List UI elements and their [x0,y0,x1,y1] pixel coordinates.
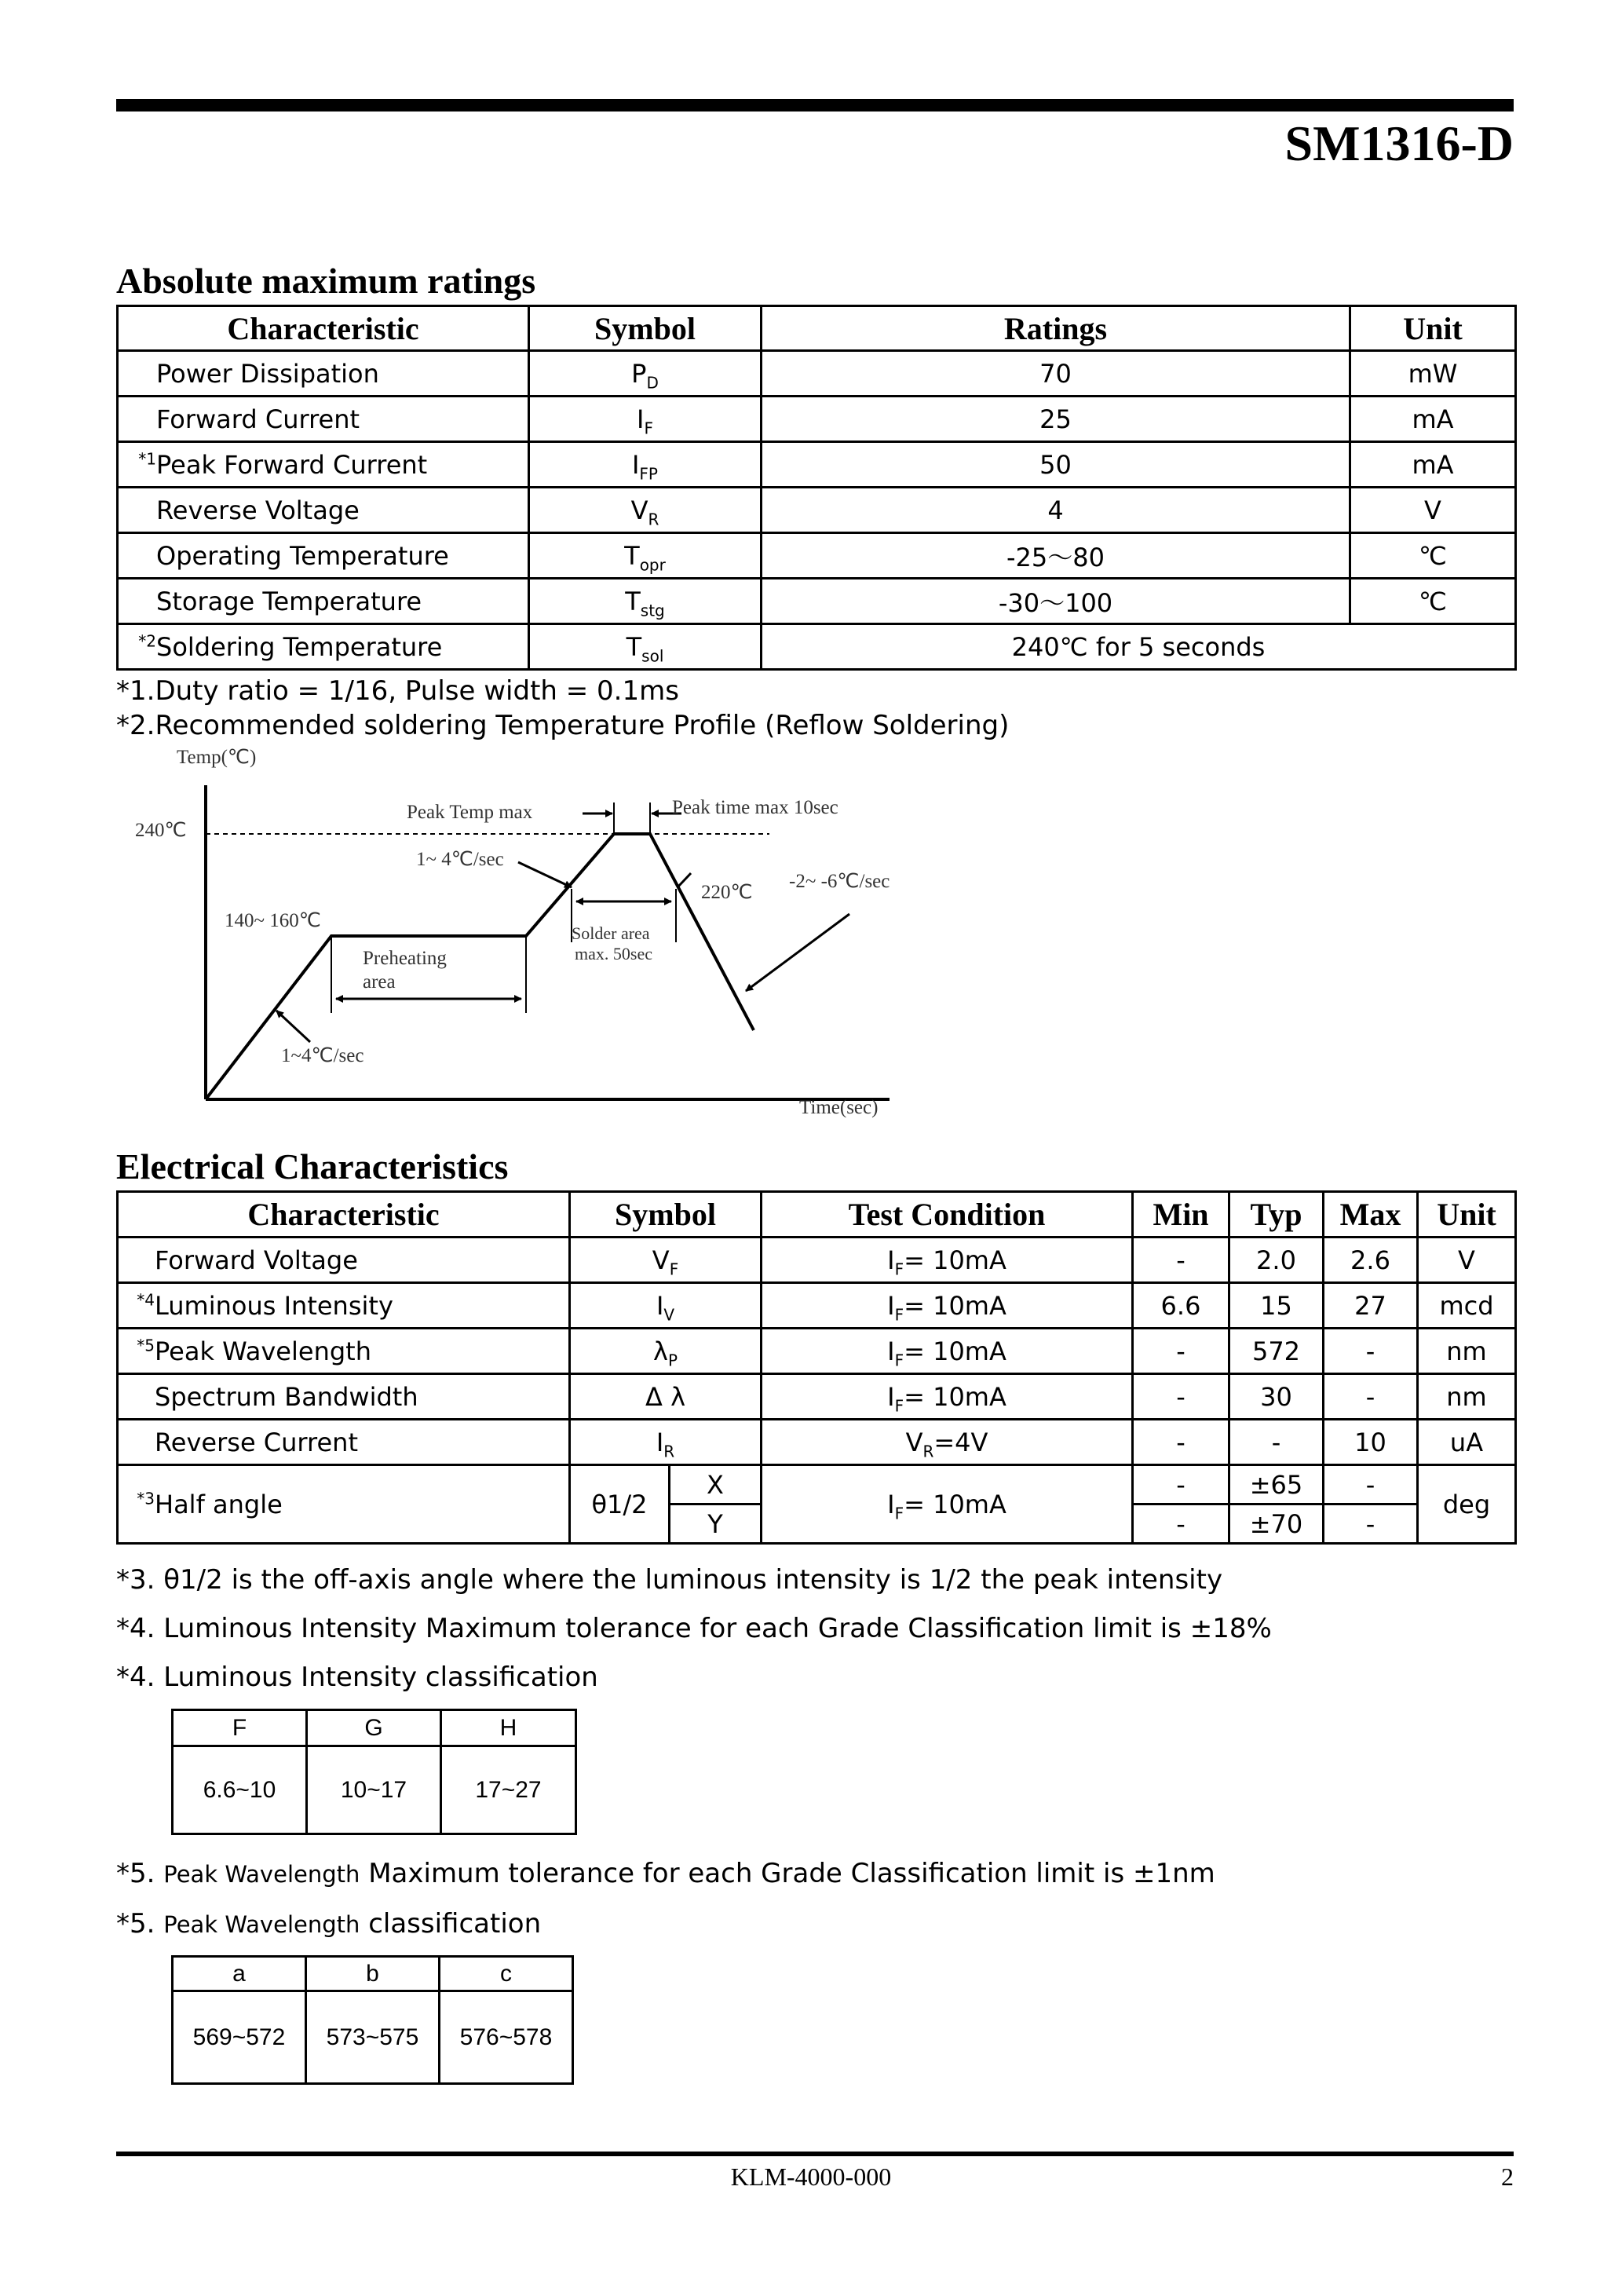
characteristic-cell: Power Dissipation [118,351,529,397]
table-row [118,1420,1516,1465]
rating-cell: -25～80 [762,533,1350,579]
label-preheat-2: area [363,971,396,993]
unit-cell: V [1418,1238,1516,1283]
rating-cell: 70 [762,351,1350,397]
note-intensity-classification: *4. Luminous Intensity classification [116,1662,598,1693]
label-ramp-up-1: 1~4℃/sec [281,1045,364,1066]
min-cell: - [1133,1374,1229,1420]
label-ramp-up-2: 1~ 4℃/sec [416,849,504,870]
condition-cell: $I_F= 10mA$ [762,1329,1133,1374]
label-solder-1: Solder area [572,923,650,943]
condition-cell: $I_F= 10mA$ [762,1238,1133,1283]
min-cell: 6.6 [1133,1283,1229,1329]
col-header-unit: Unit [1350,306,1516,351]
col-header-symbol: Symbol [529,306,762,351]
col-header-characteristic: Characteristic [118,306,529,351]
symbol-cell: $T_{sol}$ [529,624,762,670]
unit-cell: deg [1418,1465,1516,1544]
unit-cell: uA [1418,1420,1516,1465]
axis-x-cell: X [670,1465,762,1504]
unit-cell: V [1350,488,1516,533]
col-header-min: Min [1133,1192,1229,1238]
class-header-row [173,1957,573,1991]
min-cell: - [1133,1329,1229,1374]
min-cell: - [1133,1238,1229,1283]
abs-max-heading: Absolute maximum ratings [116,261,536,301]
ramp-up-leader-2 [518,862,572,887]
rating-cell: 25 [762,397,1350,442]
unit-cell: mcd [1418,1283,1516,1329]
label-peak-temp: Peak Temp max [407,802,533,823]
max-cell: - [1324,1329,1418,1374]
symbol-cell: θ1/2 [570,1465,670,1544]
label-peak-time: Peak time max 10sec [672,797,838,818]
luminous-class-table [171,1709,577,1835]
symbol-cell: $I_V$ [570,1283,762,1329]
characteristic-cell: Spectrum Bandwidth [118,1374,570,1420]
characteristic-cell: $^{*1}$Peak Forward Current [118,442,529,488]
symbol-cell: $I_R$ [570,1420,762,1465]
label-preheat-1: Preheating [363,948,447,969]
note-intensity-tolerance: *4. Luminous Intensity Maximum tolerance for each Grade Classification limit is ±18% [116,1613,1272,1644]
col-header-max: Max [1324,1192,1418,1238]
typ-cell: 15 [1229,1283,1324,1329]
table-header-row [118,1192,1516,1238]
class-header: a [173,1957,306,1991]
class-value-row [173,1746,576,1834]
col-header-characteristic: Characteristic [118,1192,570,1238]
class-header: b [306,1957,440,1991]
typ-cell: 572 [1229,1329,1324,1374]
condition-cell: $I_F= 10mA$ [762,1374,1133,1420]
min-cell: - [1133,1465,1229,1504]
typ-cell: - [1229,1420,1324,1465]
rating-cell: 240℃ for 5 seconds [762,624,1516,670]
axis-y-cell: Y [670,1504,762,1544]
electrical-heading: Electrical Characteristics [116,1146,509,1186]
symbol-cell: $T_{stg}$ [529,579,762,624]
max-cell: 27 [1324,1283,1418,1329]
characteristic-cell: $^{*2}$Soldering Temperature [118,624,529,670]
ramp-down-arrow [746,914,849,991]
wavelength-class-table [171,1955,574,2085]
symbol-cell: $I_{FP}$ [529,442,762,488]
label-solder-2: max. 50sec [575,944,652,963]
max-cell: - [1324,1465,1418,1504]
footer-doc-number: KLM-4000-000 [730,2163,892,2191]
col-header-test-condition: Test Condition [762,1192,1133,1238]
max-cell: - [1324,1374,1418,1420]
class-value-row [173,1991,573,2084]
typ-cell: ±70 [1229,1504,1324,1544]
reflow-profile-diagram [0,0,1622,1146]
symbol-cell: Δ λ [570,1374,762,1420]
symbol-cell: $\lambda_P$ [570,1329,762,1374]
class-value: 573~575 [306,1991,440,2084]
footer-rule [116,2152,1514,2156]
max-cell: 2.6 [1324,1238,1418,1283]
class-value: 17~27 [441,1746,576,1834]
note-wavelength-classification: *5. Peak Wavelength classification [116,1908,542,1940]
class-header: c [440,1957,573,1991]
col-header-symbol: Symbol [570,1192,762,1238]
unit-cell: mA [1350,442,1516,488]
electrical-table [116,1190,1517,1545]
symbol-cell: $V_F$ [570,1238,762,1283]
class-value: 6.6~10 [173,1746,307,1834]
ramp-up-leader-1 [276,1011,310,1042]
characteristic-cell: Reverse Current [118,1420,570,1465]
temp-axis-label: Temp(℃) [177,747,257,768]
class-value: 10~17 [307,1746,441,1834]
class-header: H [441,1710,576,1746]
typ-cell: ±65 [1229,1465,1324,1504]
symbol-cell: $P_D$ [529,351,762,397]
condition-cell: $V_R=4V$ [762,1420,1133,1465]
typ-cell: 2.0 [1229,1238,1324,1283]
unit-cell: nm [1418,1374,1516,1420]
unit-cell: ℃ [1350,579,1516,624]
class-header: G [307,1710,441,1746]
rating-cell: 50 [762,442,1350,488]
col-header-ratings: Ratings [762,306,1350,351]
note-half-angle: *3. θ1/2 is the off-axis angle where the luminous intensity is 1/2 the peak intensity [116,1564,1223,1596]
condition-cell: $I_F= 10mA$ [762,1465,1133,1544]
max-cell: - [1324,1504,1418,1544]
characteristic-cell: Operating Temperature [118,533,529,579]
max-cell: 10 [1324,1420,1418,1465]
characteristic-cell: Reverse Voltage [118,488,529,533]
characteristic-cell: Forward Voltage [118,1238,570,1283]
symbol-cell: $T_{opr}$ [529,533,762,579]
typ-cell: 30 [1229,1374,1324,1420]
characteristic-cell: Forward Current [118,397,529,442]
min-cell: - [1133,1504,1229,1544]
label-220: 220℃ [701,882,753,903]
note-duty-ratio: *1.Duty ratio = 1/16, Pulse width = 0.1ms [116,675,679,707]
table-row [118,1283,1516,1329]
symbol-cell: $V_R$ [529,488,762,533]
rating-cell: -30～100 [762,579,1350,624]
characteristic-cell: $^{*5}$Peak Wavelength [118,1329,570,1374]
part-number-title: SM1316-D [1284,115,1514,171]
class-header-row [173,1710,576,1746]
class-value: 576~578 [440,1991,573,2084]
characteristic-cell: Storage Temperature [118,579,529,624]
rating-cell: 4 [762,488,1350,533]
table-row [118,1329,1516,1374]
unit-cell: mA [1350,397,1516,442]
ramp-down-leader [678,873,691,887]
class-header: F [173,1710,307,1746]
note-reflow-profile: *2.Recommended soldering Temperature Profile (Reflow Soldering) [116,710,1010,741]
characteristic-cell: $^{*4}$Luminous Intensity [118,1283,570,1329]
characteristic-cell: $^{*3}$Half angle [118,1465,570,1544]
label-ramp-down: -2~ -6℃/sec [789,871,890,892]
unit-cell: nm [1418,1329,1516,1374]
note-wavelength-tolerance: *5. Peak Wavelength Maximum tolerance for each Grade Classification limit is ±1nm [116,1858,1215,1889]
footer-page-number: 2 [1501,2163,1514,2191]
class-value: 569~572 [173,1991,306,2084]
label-140-160: 140~ 160℃ [225,910,321,931]
condition-cell: $I_F= 10mA$ [762,1283,1133,1329]
table-row [118,1374,1516,1420]
label-240: 240℃ [135,820,187,841]
unit-cell: ℃ [1350,533,1516,579]
min-cell: - [1133,1420,1229,1465]
table-row-half-angle-x [118,1465,1516,1504]
symbol-cell: $I_F$ [529,397,762,442]
unit-cell: mW [1350,351,1516,397]
time-axis-label: Time(sec) [799,1097,879,1118]
col-header-unit: Unit [1418,1192,1516,1238]
col-header-typ: Typ [1229,1192,1324,1238]
table-row [118,1238,1516,1283]
